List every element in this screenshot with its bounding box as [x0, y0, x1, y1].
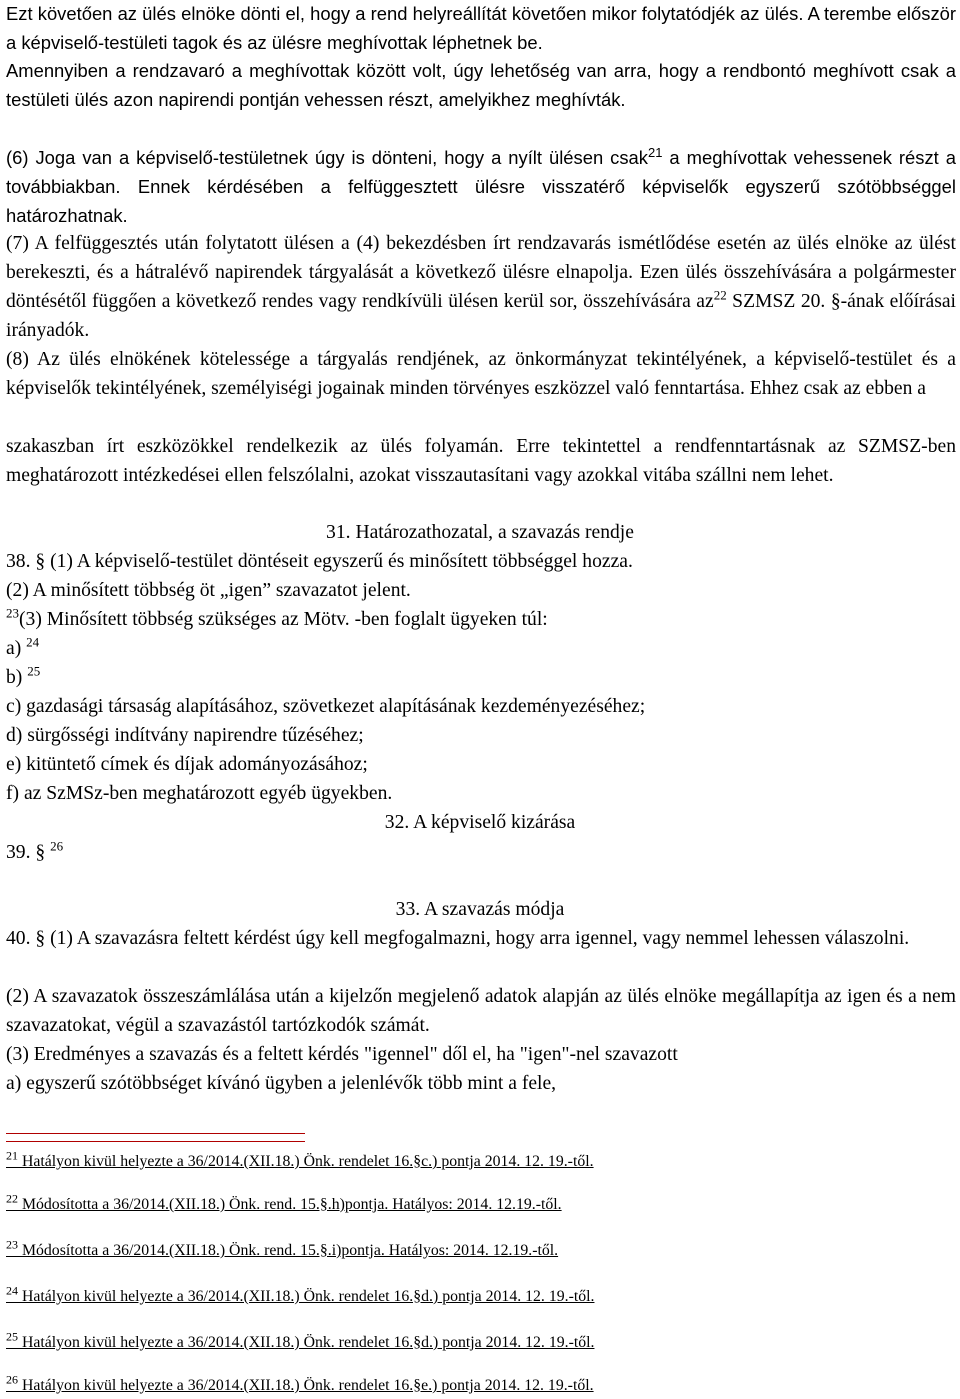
footnote-number: 24	[6, 1283, 18, 1298]
intro-paragraph-1: Ezt követően az ülés elnöke dönti el, hogy a rend helyreállítát követően mikor folytatódjék az ülés. A terembe először a képviselő-testületi tagok és az ülésre meghívottak léphetnek be.	[6, 3, 956, 53]
footnote-separator-2	[6, 1141, 305, 1142]
footnote-ref-22[interactable]: 22	[713, 287, 727, 303]
list-item-b	[6, 663, 40, 692]
section-31-heading: 31. Határozathozatal, a szavazás rendje	[326, 522, 634, 543]
footnote-26	[6, 1372, 594, 1397]
paragraph-8a: (8) Az ülés elnökének kötelessége a tárgyalás rendjének, az önkormányzat tekintélyének, a képviselő-testület és a képviselők tekintélyének, személyiségi jogainak minden törvényes eszközzel való fenntartása. Ehhez csak az ebben a	[6, 349, 956, 399]
list-item-a-label: a)	[6, 638, 27, 659]
footnote-number: 25	[6, 1329, 18, 1344]
paragraph-7	[6, 229, 956, 345]
section-40-para-1: 40. § (1) A szavazásra feltett kérdést úgy kell megfogalmazni, hogy arra igennel, vagy nemmel lehessen válaszolni.	[6, 928, 910, 949]
paragraph-7-text: (7) A felfüggesztés után folytatott ülésen a (4) bekezdésben írt rendzavarás ismétlődése esetén az ülés elnöke az ülést berekeszti, és a hátralévő napirendek tárgyalását a következő ülésre elnapolja. Ezen ülés összehívására a polgármester döntésétől függően a következő rendes vagy rendkívüli ülésen kerül sor, összehívására az	[6, 233, 956, 312]
section-38-para-2: (2) A minősített többség öt „igen” szavazatot jelent.	[6, 580, 411, 601]
footnote-25	[6, 1329, 595, 1354]
section-33-heading: 33. A szavazás módja	[395, 899, 565, 920]
footnote-number: 23	[6, 1237, 18, 1252]
paragraph-8b: szakaszban írt eszközökkel rendelkezik az ülés folyamán. Erre tekintettel a rendfenntartásnak az SZMSZ-ben meghatározott intézkedései ellen felszólalni, azokat visszautasítani vagy azokkal vitába szállni nem lehet.	[6, 436, 956, 486]
footnote-21	[6, 1148, 594, 1173]
section-38-para-3-text: (3) Minősített többség szükséges az Mötv. -ben foglalt ügyeken túl:	[19, 609, 548, 630]
footnote-separator	[6, 1133, 305, 1134]
intro-paragraph-2: Amennyiben a rendzavaró a meghívottak között volt, úgy lehetőség van arra, hogy a rendbontó meghívott csak a testületi ülés azon napirendi pontján vehessen részt, amelyikhez meghívták.	[6, 60, 956, 110]
section-40-para-2: (2) A szavazatok összeszámlálása után a kijelzőn megjelenő adatok alapján az ülés elnöke megállapítja az igen és a nem szavazatokat, végül a szavazástól tartózkodók számát.	[6, 986, 956, 1036]
footnote-text: Módosította a 36/2014.(XII.18.) Önk. rend. 15.§.h)pontja. Hatályos: 2014. 12.19.-től.	[18, 1196, 562, 1213]
footnote-number: 26	[6, 1372, 18, 1387]
section-32-heading: 32. A képviselő kizárása	[384, 812, 576, 833]
footnote-text: Hatályon kivül helyezte a 36/2014.(XII.18.) Önk. rendelet 16.§e.) pontja 2014. 12. 19.-től.	[18, 1377, 594, 1394]
footnote-ref-23[interactable]: 23	[6, 605, 19, 621]
section-38-para-3	[6, 605, 548, 634]
list-item-b-label: b)	[6, 667, 28, 688]
footnote-22	[6, 1191, 562, 1216]
section-38-para-1: 38. § (1) A képviselő-testület döntéseit egyszerű és minősített többséggel hozza.	[6, 551, 633, 572]
list-item-c: c) gazdasági társaság alapításához, szövetkezet alapításának kezdeményezéséhez;	[6, 696, 646, 717]
footnote-ref-24[interactable]: 24	[26, 634, 40, 650]
section-40-para-3: (3) Eredményes a szavazás és a feltett kérdés "igennel" dől el, ha "igen"-nel szavazott	[6, 1044, 678, 1065]
footnote-ref-21[interactable]: 21	[647, 144, 663, 160]
footnote-text: Hatályon kivül helyezte a 36/2014.(XII.18.) Önk. rendelet 16.§d.) pontja 2014. 12. 19.-től.	[18, 1288, 595, 1305]
footnote-text: Hatályon kivül helyezte a 36/2014.(XII.18.) Önk. rendelet 16.§d.) pontja 2014. 12. 19.-től.	[18, 1334, 595, 1351]
footnote-text: Hatályon kivül helyezte a 36/2014.(XII.18.) Önk. rendelet 16.§c.) pontja 2014. 12. 19.-től.	[18, 1153, 594, 1170]
footnote-number: 22	[6, 1191, 18, 1206]
footnote-24	[6, 1283, 595, 1308]
section-39-label: 39. §	[6, 842, 51, 863]
paragraph-6-text-cont: a meghívottak vehessenek részt a továbbiakban.	[6, 147, 956, 197]
list-item-d: d) sürgősségi indítvány napirendre tűzéséhez;	[6, 725, 364, 746]
footnote-23	[6, 1237, 559, 1262]
paragraph-6	[6, 143, 956, 230]
list-item-f: f) az SzMSz-ben meghatározott egyéb ügyekben.	[6, 783, 393, 804]
list-item-e: e) kitüntető címek és díjak adományozásához;	[6, 754, 368, 775]
footnote-number: 21	[6, 1148, 18, 1163]
section-40-para-4: a) egyszerű szótöbbséget kívánó ügyben a jelenlévők több mint a fele,	[6, 1073, 557, 1094]
footnote-ref-26[interactable]: 26	[50, 838, 64, 854]
list-item-a	[6, 634, 39, 663]
paragraph-7-text-cont: SZMSZ 20. §-ának előírásai irányadók.	[6, 291, 956, 341]
paragraph-6-text: (6) Joga van a képviselő-testületnek úgy is dönteni, hogy a nyílt ülésen csak	[6, 147, 648, 168]
footnote-ref-25[interactable]: 25	[27, 663, 41, 679]
footnote-text: Módosította a 36/2014.(XII.18.) Önk. rend. 15.§.i)pontja. Hatályos: 2014. 12.19.-től.	[18, 1242, 559, 1259]
paragraph-6-text-tail: Ennek kérdésében a felfüggesztett ülésre visszatérő képviselők egyszerű szótöbbséggel határozhatnak.	[6, 176, 956, 226]
section-39-line	[6, 838, 63, 867]
